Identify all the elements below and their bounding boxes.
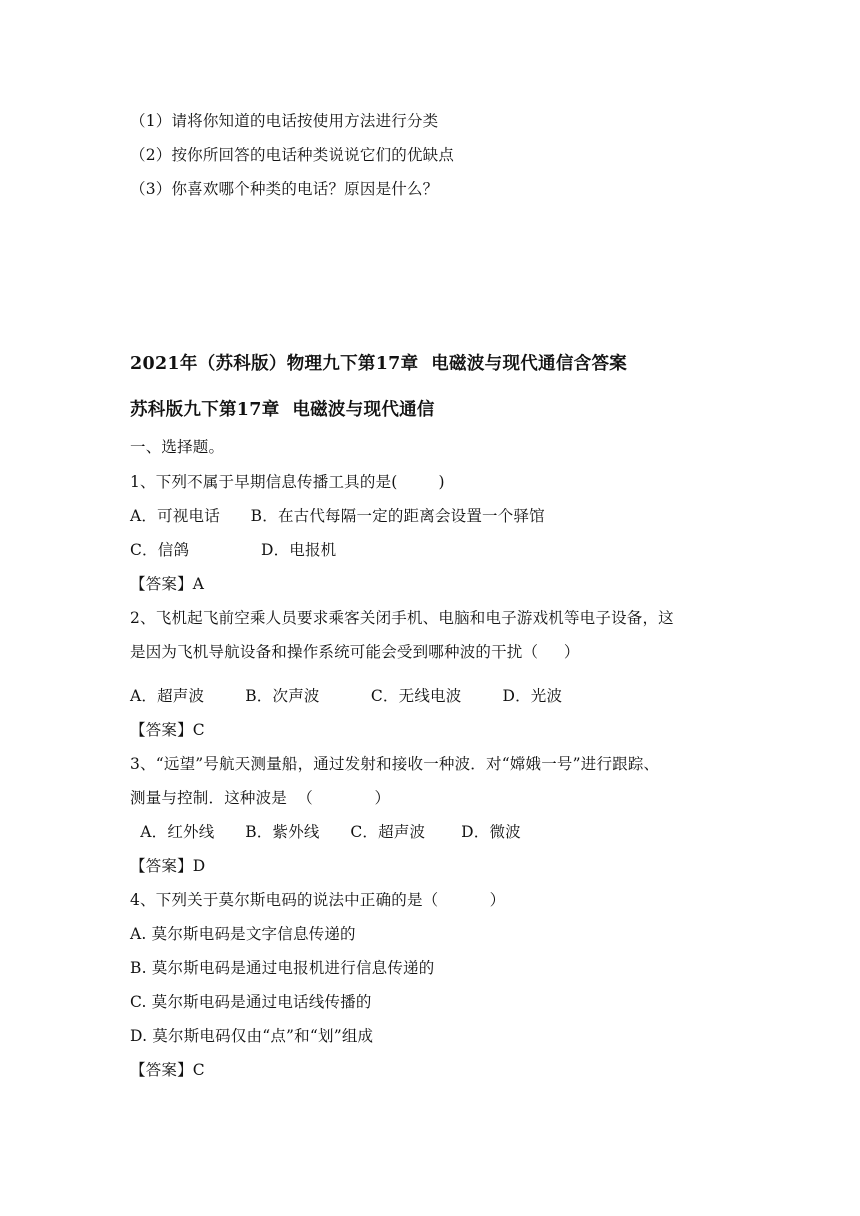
question-1-stem: 1、下列不属于早期信息传播工具的是( ) [130,473,445,491]
question-3-stem: 3、“远望”号航天测量船，通过发射和接收一种波．对“嫦娥一号”进行跟踪、 [130,755,660,773]
question-2-answer: 【答案】C [130,721,205,739]
question-2-options: A．超声波 B．次声波 C．无线电波 D．光波 [130,687,563,705]
question-2-stem: 2、飞机起飞前空乘人员要求乘客关闭手机、电脑和电子游戏机等电子设备，这 [130,609,674,627]
question-2-stem-continued: 是因为飞机导航设备和操作系统可能会受到哪种波的干扰（ ） [130,643,580,661]
question-4-option-b: B. 莫尔斯电码是通过电报机进行信息传递的 [130,959,435,977]
question-3-answer: 【答案】D [130,857,206,875]
document-subtitle: 苏科版九下第17章 电磁波与现代通信 [130,400,435,420]
question-4-stem: 4、下列关于莫尔斯电码的说法中正确的是（ ） [130,891,506,909]
document-title: 2021年（苏科版）物理九下第17章 电磁波与现代通信含答案 [130,354,628,374]
intro-question-1: （1）请将你知道的电话按使用方法进行分类 [130,112,439,130]
question-4-answer: 【答案】C [130,1061,205,1079]
section-heading: 一、选择题。 [130,438,225,456]
question-3-options: A．红外线 B．紫外线 C．超声波 D．微波 [130,823,521,841]
question-4-option-c: C. 莫尔斯电码是通过电话线传播的 [130,993,372,1011]
question-4-option-a: A. 莫尔斯电码是文字信息传递的 [130,925,356,943]
question-4-option-d: D. 莫尔斯电码仅由“点”和“划”组成 [130,1027,374,1045]
intro-question-2: （2）按你所回答的电话种类说说它们的优缺点 [130,146,455,164]
question-1-options-row-2: C．信鸽 D．电报机 [130,541,337,559]
question-1-answer: 【答案】A [130,575,205,593]
question-3-stem-continued: 测量与控制．这种波是 （ ） [130,789,391,807]
question-1-options-row-1: A．可视电话 B．在古代每隔一定的距离会设置一个驿馆 [130,507,545,525]
intro-question-3: （3）你喜欢哪个种类的电话？原因是什么？ [130,180,439,198]
